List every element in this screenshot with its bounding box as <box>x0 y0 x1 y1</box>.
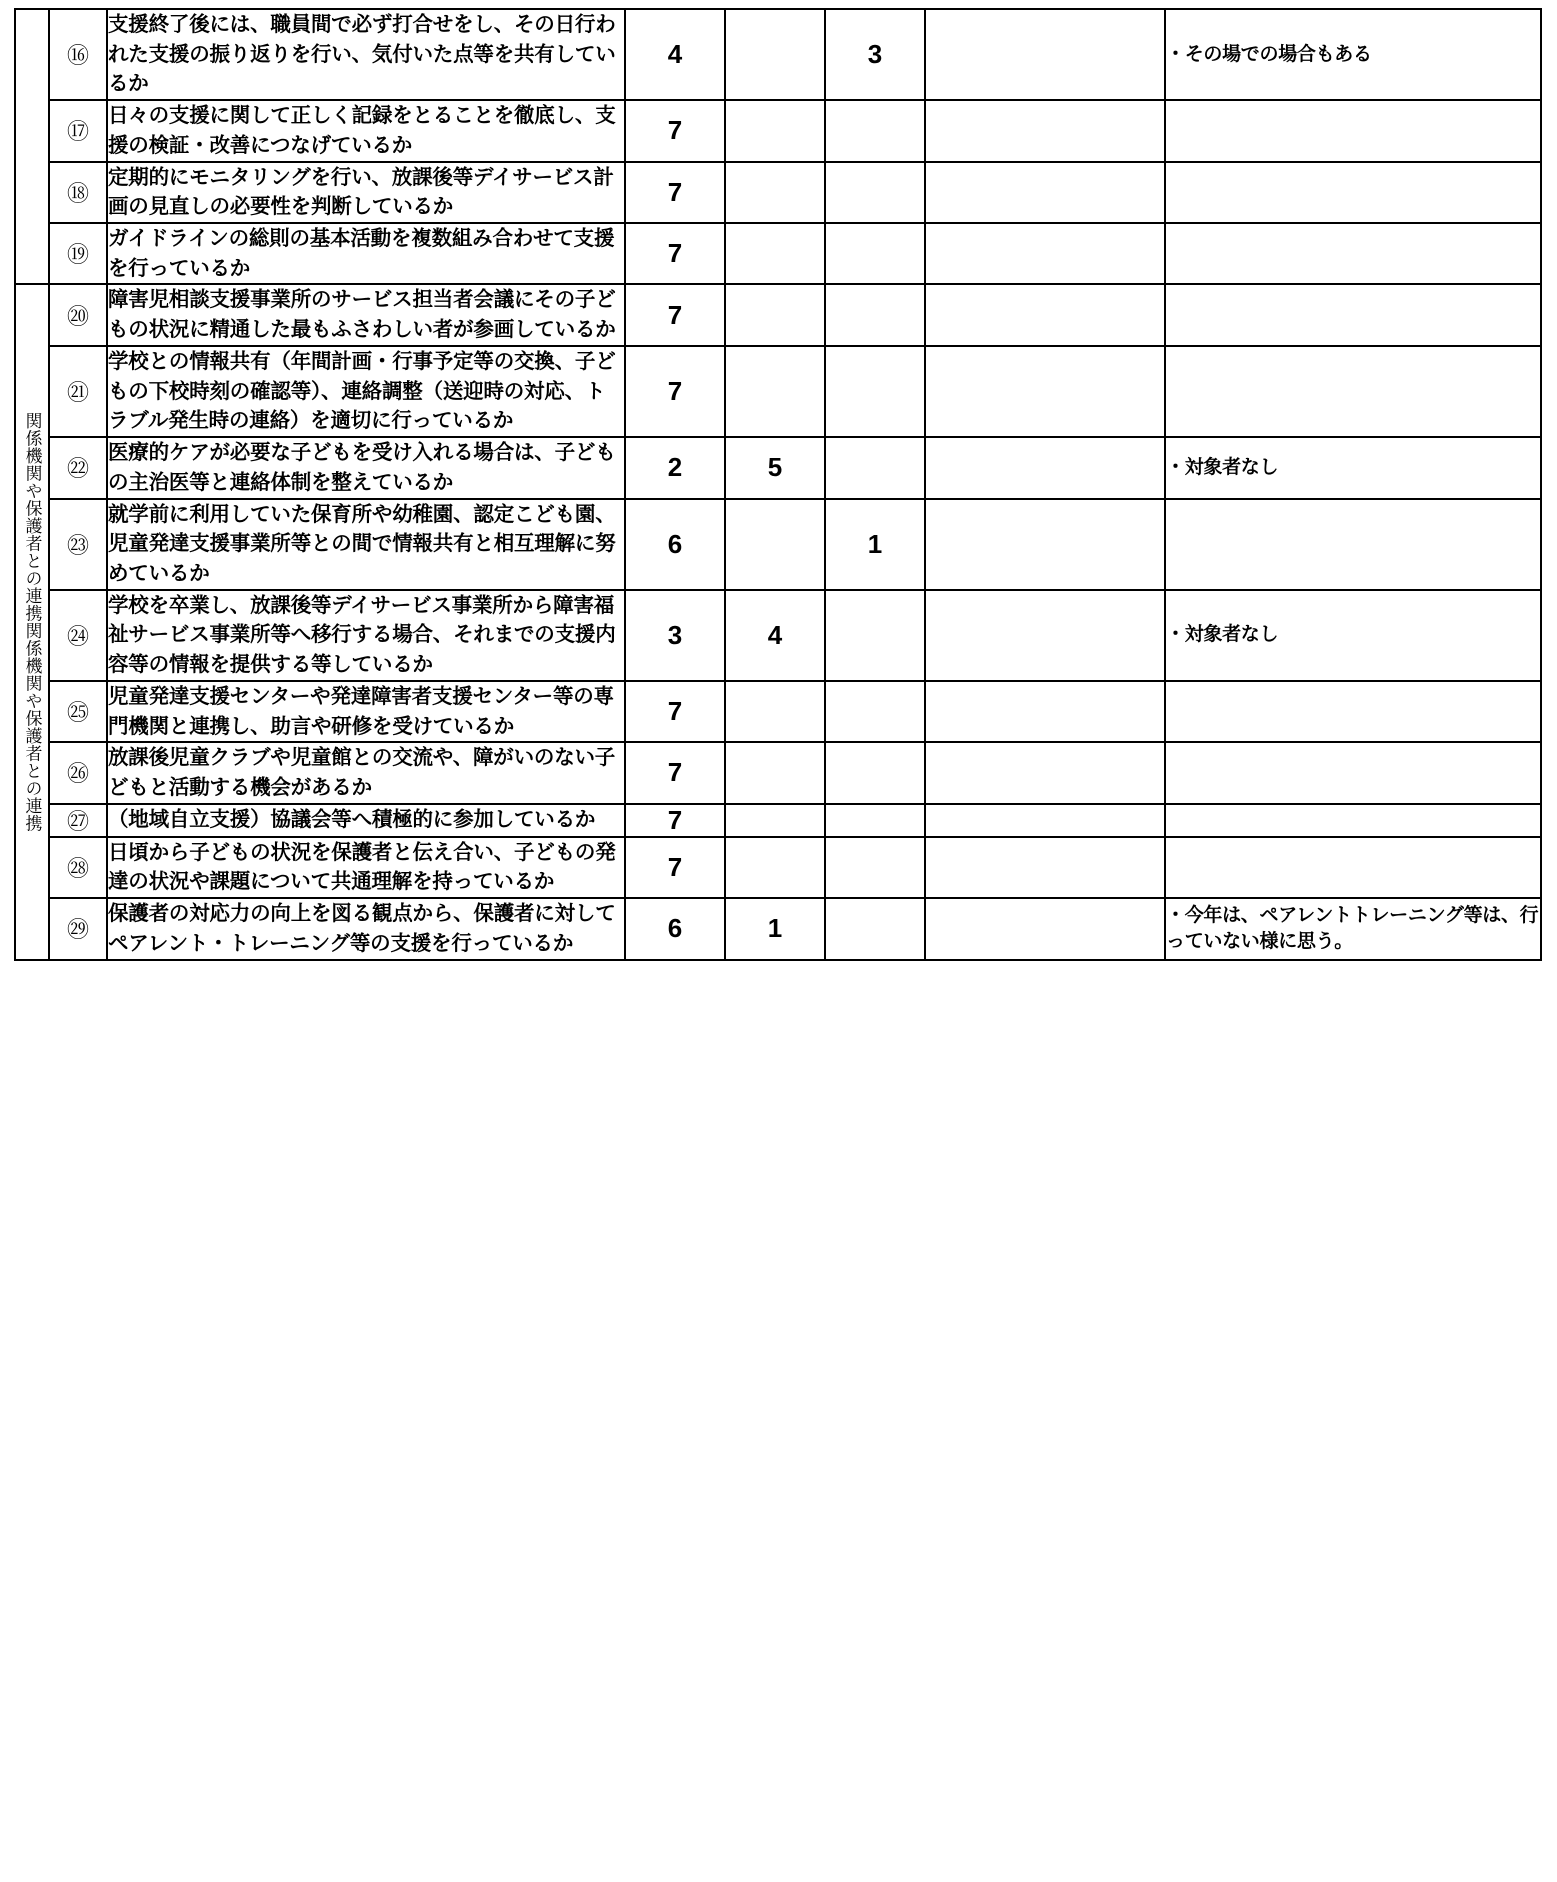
question-text: 学校を卒業し、放課後等デイサービス事業所から障害福祉サービス事業所等へ移行する場合、それまでの支援内容等の情報を提供する等しているか <box>107 590 625 681</box>
score-b <box>725 9 825 100</box>
note-cell <box>1165 223 1541 284</box>
note-cell <box>1165 284 1541 345</box>
score-d <box>925 499 1165 590</box>
score-d <box>925 346 1165 437</box>
table-row <box>15 100 1541 161</box>
row-number: ㉘ <box>49 837 107 898</box>
score-d <box>925 9 1165 100</box>
score-c <box>825 100 925 161</box>
table-row <box>15 898 1541 959</box>
score-a: 7 <box>625 284 725 345</box>
score-d <box>925 223 1165 284</box>
question-text: ガイドラインの総則の基本活動を複数組み合わせて支援を行っているか <box>107 223 625 284</box>
row-number: ㉗ <box>49 804 107 837</box>
table-row <box>15 804 1541 837</box>
score-b <box>725 499 825 590</box>
score-a: 7 <box>625 804 725 837</box>
score-a: 2 <box>625 437 725 498</box>
score-a: 7 <box>625 223 725 284</box>
score-c <box>825 681 925 742</box>
row-number: ㉓ <box>49 499 107 590</box>
row-number: ⑱ <box>49 162 107 223</box>
note-cell <box>1165 499 1541 590</box>
score-c <box>825 804 925 837</box>
group-cell-renkei <box>15 284 49 959</box>
note-cell <box>1165 681 1541 742</box>
score-d <box>925 590 1165 681</box>
self-evaluation-sheet <box>0 8 1557 1882</box>
table-row <box>15 837 1541 898</box>
score-b <box>725 804 825 837</box>
score-c <box>825 162 925 223</box>
table-row <box>15 742 1541 803</box>
score-a: 7 <box>625 681 725 742</box>
table-row <box>15 499 1541 590</box>
score-a: 7 <box>625 162 725 223</box>
table-row <box>15 284 1541 345</box>
row-number: ㉙ <box>49 898 107 959</box>
note-cell <box>1165 346 1541 437</box>
question-text: 障害児相談支援事業所のサービス担当者会議にその子どもの状況に精通した最もふさわしい者が参画しているか <box>107 284 625 345</box>
score-c <box>825 437 925 498</box>
score-d <box>925 437 1165 498</box>
group-label-renkei: 関係機関や保護者との連携関係機関や保護者との連携 <box>22 412 42 833</box>
question-text: 支援終了後には、職員間で必ず打合せをし、その日行われた支援の振り返りを行い、気付いた点等を共有しているか <box>107 9 625 100</box>
score-d <box>925 837 1165 898</box>
score-a: 7 <box>625 742 725 803</box>
score-c <box>825 742 925 803</box>
question-text: 日々の支援に関して正しく記録をとることを徹底し、支援の検証・改善につなげているか <box>107 100 625 161</box>
score-b <box>725 681 825 742</box>
score-c <box>825 837 925 898</box>
question-text: 放課後児童クラブや児童館との交流や、障がいのない子どもと活動する機会があるか <box>107 742 625 803</box>
row-number: ⑰ <box>49 100 107 161</box>
table-row <box>15 437 1541 498</box>
table-row <box>15 681 1541 742</box>
score-a: 7 <box>625 346 725 437</box>
score-d <box>925 162 1165 223</box>
question-text: 医療的ケアが必要な子どもを受け入れる場合は、子どもの主治医等と連絡体制を整えているか <box>107 437 625 498</box>
question-text: （地域自立支援）協議会等へ積極的に参加しているか <box>107 804 625 837</box>
question-text: 保護者の対応力の向上を図る観点から、保護者に対してペアレント・トレーニング等の支援を行っているか <box>107 898 625 959</box>
table-row <box>15 162 1541 223</box>
note-text: ・その場での場合もある <box>1166 43 1372 65</box>
question-text: 学校との情報共有（年間計画・行事予定等の交換、子どもの下校時刻の確認等）、連絡調整（送迎時の対応、トラブル発生時の連絡）を適切に行っているか <box>107 346 625 437</box>
table-row <box>15 346 1541 437</box>
survey-table <box>14 8 1542 961</box>
score-b: 4 <box>725 590 825 681</box>
score-b <box>725 162 825 223</box>
score-d <box>925 898 1165 959</box>
score-c <box>825 284 925 345</box>
score-c <box>825 898 925 959</box>
score-b <box>725 100 825 161</box>
note-cell <box>1165 898 1541 959</box>
score-b: 5 <box>725 437 825 498</box>
score-c <box>825 346 925 437</box>
note-cell <box>1165 742 1541 803</box>
score-a: 3 <box>625 590 725 681</box>
score-c <box>825 223 925 284</box>
score-b <box>725 837 825 898</box>
score-b <box>725 346 825 437</box>
question-text: 日頃から子どもの状況を保護者と伝え合い、子どもの発達の状況や課題について共通理解を持っているか <box>107 837 625 898</box>
score-d <box>925 742 1165 803</box>
score-a: 7 <box>625 100 725 161</box>
note-cell <box>1165 837 1541 898</box>
score-c: 3 <box>825 9 925 100</box>
note-cell <box>1165 437 1541 498</box>
question-text: 就学前に利用していた保育所や幼稚園、認定こども園、児童発達支援事業所等との間で情報共有と相互理解に努めているか <box>107 499 625 590</box>
note-cell <box>1165 804 1541 837</box>
note-text: ・対象者なし <box>1166 456 1279 478</box>
note-cell <box>1165 9 1541 100</box>
score-b <box>725 284 825 345</box>
score-c <box>825 590 925 681</box>
note-cell <box>1165 590 1541 681</box>
row-number: ㉔ <box>49 590 107 681</box>
score-b <box>725 742 825 803</box>
score-a: 6 <box>625 499 725 590</box>
note-cell <box>1165 100 1541 161</box>
question-text: 定期的にモニタリングを行い、放課後等デイサービス計画の見直しの必要性を判断しているか <box>107 162 625 223</box>
score-c: 1 <box>825 499 925 590</box>
note-text: ・今年は、ペアレントトレーニング等は、行っていない様に思う。 <box>1166 905 1539 952</box>
row-number: ㉕ <box>49 681 107 742</box>
row-number: ㉒ <box>49 437 107 498</box>
row-number: ㉖ <box>49 742 107 803</box>
score-d <box>925 284 1165 345</box>
row-number: ㉑ <box>49 346 107 437</box>
score-a: 6 <box>625 898 725 959</box>
score-b <box>725 223 825 284</box>
table-row <box>15 590 1541 681</box>
score-b: 1 <box>725 898 825 959</box>
score-d <box>925 100 1165 161</box>
row-number: ⑯ <box>49 9 107 100</box>
score-d <box>925 681 1165 742</box>
note-text: ・対象者なし <box>1166 624 1279 646</box>
score-a: 4 <box>625 9 725 100</box>
score-d <box>925 804 1165 837</box>
group-cell-top <box>15 9 49 284</box>
table-row <box>15 223 1541 284</box>
question-text: 児童発達支援センターや発達障害者支援センター等の専門機関と連携し、助言や研修を受けているか <box>107 681 625 742</box>
table-row <box>15 9 1541 100</box>
score-a: 7 <box>625 837 725 898</box>
note-cell <box>1165 162 1541 223</box>
row-number: ⑲ <box>49 223 107 284</box>
row-number: ⑳ <box>49 284 107 345</box>
